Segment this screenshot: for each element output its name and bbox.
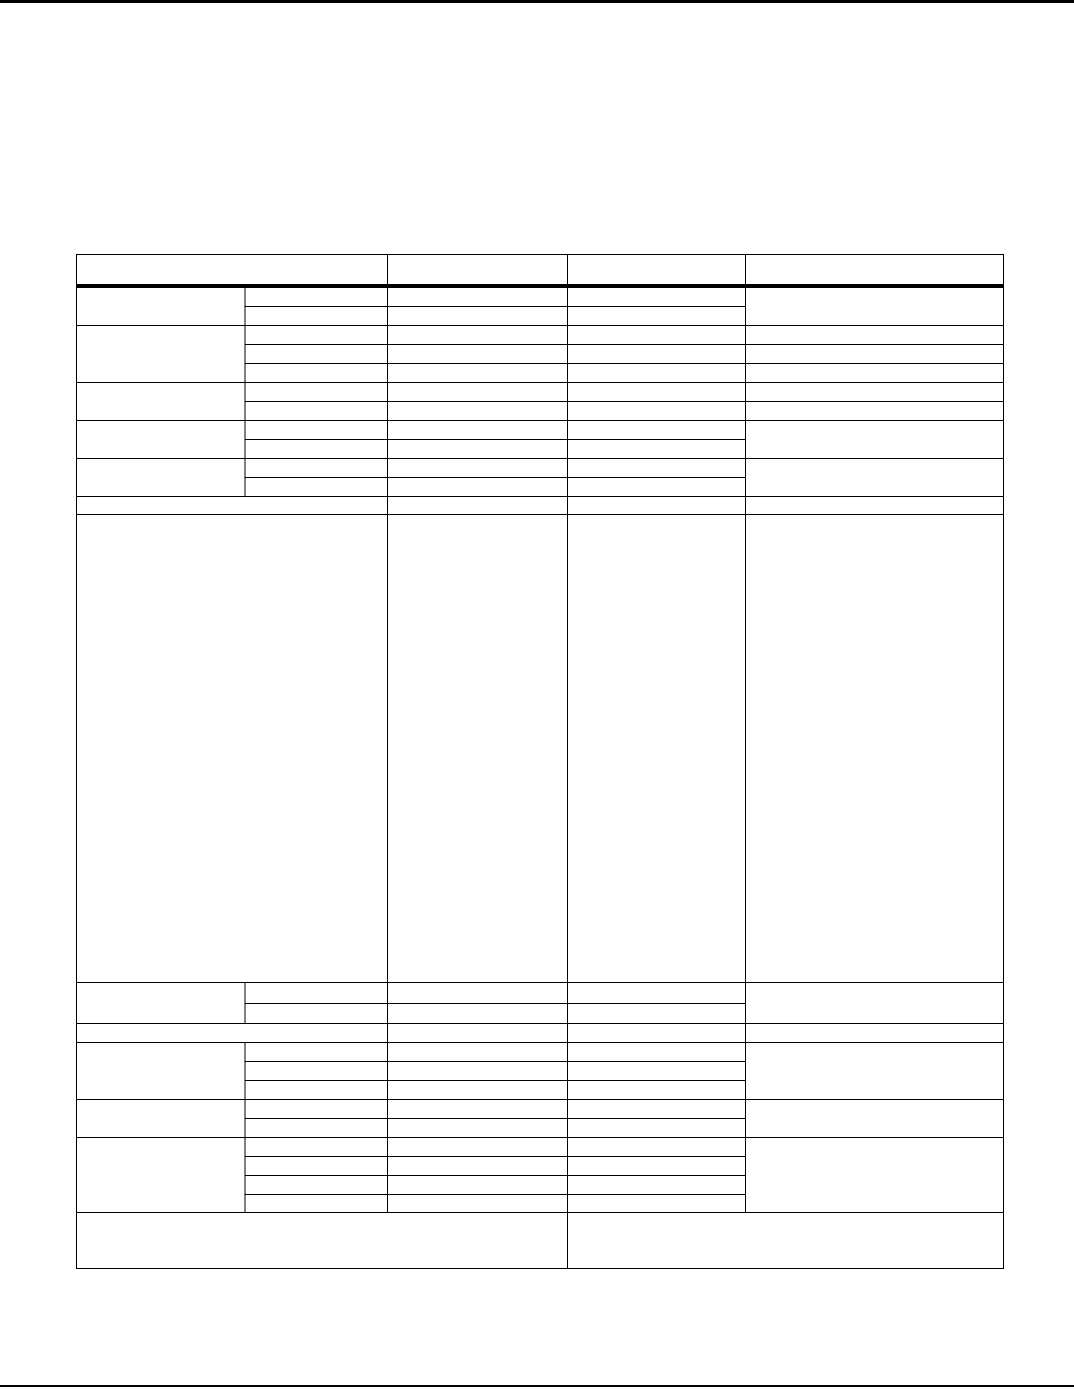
bottom-rule xyxy=(0,1385,1074,1387)
header-rule xyxy=(76,284,1004,288)
table-border xyxy=(77,255,1004,1269)
